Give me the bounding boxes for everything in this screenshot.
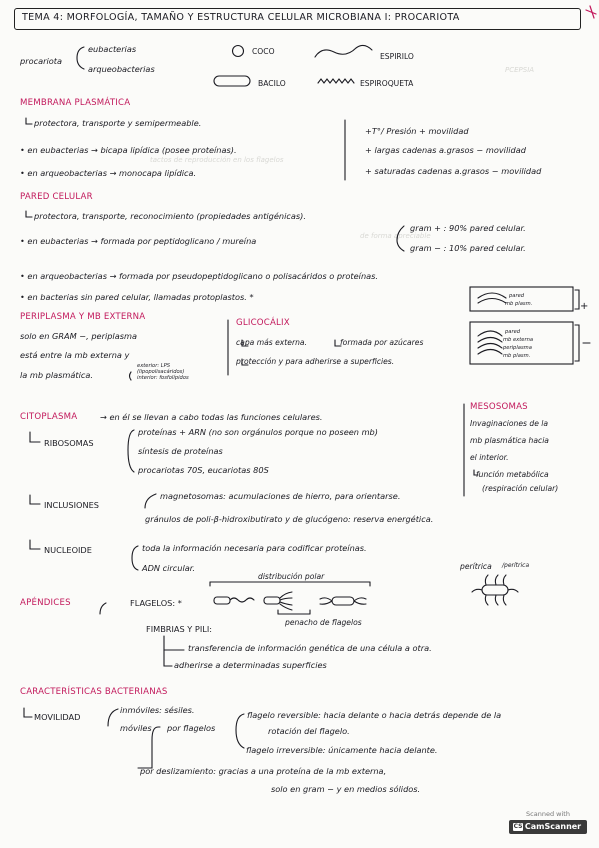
- pared-protoplastos: • en bacterias sin pared celular, llamadas protoplastos. *: [20, 292, 254, 302]
- scanner-line-1: Scanned with: [526, 810, 570, 818]
- inclusiones-line-2: gránulos de poli-β-hidroxibutirato y de glucógeno: reserva energética.: [145, 514, 434, 524]
- inmoviles-line: inmóviles: sésiles.: [120, 705, 195, 715]
- periplasma-note-3: interior: fosfolípidos: [137, 375, 189, 381]
- gram-positive-line: gram + : 90% pared celular.: [410, 223, 526, 233]
- nucleoide-arrow-icon: [30, 540, 40, 549]
- mesosomas-heading: MESOSOMAS: [470, 402, 528, 412]
- flagelo-peritrico-icon: [482, 585, 508, 595]
- bacilo-icon: [214, 76, 250, 86]
- ribosomas-label: RIBOSOMAS: [44, 438, 94, 448]
- nucleoide-line-2: ADN circular.: [142, 563, 195, 573]
- fimbrias-line-1: transferencia de información genética de una célula a otra.: [188, 643, 432, 653]
- espiroqueta-icon: [318, 79, 354, 83]
- bleed-through-text: tactos de reproducción en los flagelos: [150, 156, 284, 164]
- irreversible-line: flagelo irreversible: únicamente hacia delante.: [246, 745, 438, 755]
- inclusiones-line-1: magnetosomas: acumulaciones de hierro, para orientarse.: [160, 491, 401, 501]
- espirilo-icon: [315, 45, 372, 57]
- mesosomas-line-1: Invaginaciones de la: [470, 419, 549, 428]
- membrana-intro: protectora, transporte y semipermeable.: [34, 118, 202, 128]
- penacho-label: penacho de flagelos: [285, 618, 362, 627]
- glicocalix-line-1a: capa más externa.: [236, 338, 307, 347]
- flagelo-anfitrico-icon: [332, 597, 354, 605]
- diagram-plus-sign: +: [580, 301, 589, 312]
- arqueobacterias-label: arqueobacterias: [88, 64, 155, 74]
- eubacterias-label: eubacterias: [88, 44, 137, 54]
- nucleoide-label: NUCLEOIDE: [44, 545, 92, 555]
- fimbrias-line-2: adherirse a determinadas superficies: [174, 660, 327, 670]
- membrana-effect-1: +T°/ Presión + movilidad: [365, 126, 469, 136]
- periplasma-line-2: está entre la mb externa y: [20, 350, 130, 360]
- citoplasma-heading: CITOPLASMA: [20, 412, 78, 422]
- membrana-effect-2: + largas cadenas a.grasos − movilidad: [365, 145, 526, 155]
- membrana-arqueobacterias: • en arqueobacterias → monocapa lipídica.: [20, 168, 197, 178]
- diagram-bottom-label-pared: pared: [505, 329, 521, 335]
- scanner-line-2: CamScanner: [524, 822, 582, 831]
- membrana-arrow-icon: [26, 118, 32, 124]
- movilidad-arrow-icon: [24, 708, 32, 717]
- scanner-logo: [509, 820, 587, 834]
- reversible-line-1: flagelo reversible: hacia delante o hacia detrás depende de la: [247, 710, 502, 720]
- fimbrias-arrow-2: [164, 650, 172, 666]
- diagram-top-label-mb: mb plasm.: [505, 301, 533, 307]
- periplasma-line-1: solo en GRAM −, periplasma: [20, 331, 137, 341]
- camscanner-icon: CS: [513, 823, 523, 830]
- glicocalix-line-1b: formada por azúcares: [340, 338, 424, 347]
- flagelo-brace: [236, 714, 244, 748]
- espiroqueta-label: ESPIROQUETA: [360, 79, 414, 88]
- membrana-effect-3: + saturadas cadenas a.grasos − movilidad: [365, 166, 542, 176]
- ribosomas-line-3: procariotas 70S, eucariotas 80S: [138, 465, 269, 475]
- por-flagelos-label: por flagelos: [167, 723, 216, 733]
- pared-heading: PARED CELULAR: [20, 192, 93, 202]
- ribosomas-line-1: proteínas + ARN (no son orgánulos porque no poseen mb): [138, 427, 378, 437]
- peritrica-alt-label: /perítrica: [502, 562, 530, 569]
- inclusiones-brace: [145, 494, 156, 508]
- ribosomas-line-2: síntesis de proteínas: [138, 446, 223, 456]
- mesosomas-line-2: mb plasmática hacia: [470, 436, 549, 445]
- wall-diagram-top: [470, 287, 573, 311]
- bleed-through-text: PCEPSIA: [505, 66, 535, 74]
- peritrica-label: perítrica: [460, 562, 492, 571]
- caracteristicas-heading: CARACTERÍSTICAS BACTERIANAS: [20, 687, 168, 697]
- gram-negative-line: gram − : 10% pared celular.: [410, 243, 526, 253]
- espirilo-label: ESPIRILO: [380, 52, 414, 61]
- ribosomas-arrow-icon: [30, 432, 40, 442]
- ribosomas-brace: [128, 430, 134, 472]
- bleed-through-text: de forma apreciable: [360, 232, 431, 240]
- periplasma-line-3: la mb plasmática.: [20, 370, 94, 380]
- nucleoide-line-1: toda la información necesaria para codificar proteínas.: [142, 543, 367, 553]
- fimbrias-arrow-1: [164, 636, 184, 650]
- inclusiones-label: INCLUSIONES: [44, 500, 99, 510]
- pared-arqueobacterias: • en arqueobacterias → formada por pseudopeptidoglicano o polisacáridos o proteínas.: [20, 271, 379, 281]
- page-title: TEMA 4: MORFOLOGÍA, TAMAÑO Y ESTRUCTURA CELULAR MICROBIANA I: PROCARIOTA: [22, 12, 460, 23]
- movilidad-brace: [108, 709, 118, 726]
- diagram-bottom-label-periplasma: periplasma: [503, 345, 532, 351]
- glicocalix-heading: GLICOCÁLIX: [236, 318, 290, 328]
- mesosomas-line-5: (respiración celular): [482, 484, 559, 493]
- inclusiones-arrow-icon: [30, 495, 40, 504]
- membrana-heading: MEMBRANA PLASMÁTICA: [20, 98, 131, 108]
- citoplasma-intro: → en él se llevan a cabo todas las funciones celulares.: [100, 412, 323, 422]
- deslizamiento-line-2: solo en gram − y en medios sólidos.: [271, 784, 421, 794]
- scanner-badge: [509, 810, 587, 840]
- nucleoide-brace: [132, 546, 138, 570]
- mesosomas-line-3: el interior.: [470, 453, 509, 462]
- bacilo-label: BACILO: [258, 79, 286, 88]
- deslizamiento-line-1: por deslizamiento: gracias a una proteína de la mb externa,: [140, 766, 387, 776]
- diagram-bottom-label-mbplasm: mb plasm.: [503, 353, 531, 359]
- mesosomas-line-4: función metabólica: [476, 470, 549, 479]
- glicocalix-line-2: protección y para adherirse a superficies.: [236, 357, 395, 366]
- coco-label: COCO: [252, 47, 275, 56]
- diagram-bottom-label-mbext: mb externa: [503, 337, 534, 343]
- procariota-label: procariota: [20, 56, 62, 66]
- pared-arrow-icon: [26, 211, 32, 217]
- coco-icon: [233, 46, 244, 57]
- periplasma-note-2: (lipopolisacáridos): [137, 369, 185, 375]
- flagelo-monotrico-icon: [214, 597, 230, 604]
- periplasma-note-1: exterior: LPS: [137, 363, 171, 369]
- flagelo-lofotrico-icon: [264, 597, 280, 604]
- flagelos-label: FLAGELOS: *: [130, 598, 182, 608]
- distribucion-polar-label: distribución polar: [258, 572, 325, 581]
- reversible-line-2: rotación del flagelo.: [268, 726, 350, 736]
- membrana-eubacterias: • en eubacterias → bicapa lipídica (posee proteínas).: [20, 145, 237, 155]
- fimbrias-label: FIMBRIAS Y PILI:: [146, 624, 212, 634]
- movilidad-label: MOVILIDAD: [34, 712, 81, 722]
- pared-intro: protectora, transporte, reconocimiento (propiedades antigénicas).: [34, 211, 306, 221]
- classification-brace: [77, 47, 84, 69]
- moviles-label: móviles: [120, 723, 152, 733]
- periplasma-heading: PERIPLASMA Y MB EXTERNA: [20, 312, 146, 322]
- apendices-heading: APÉNDICES: [20, 598, 71, 608]
- diagram-top-label-pared: pared: [509, 293, 525, 299]
- pared-eubacterias: • en eubacterias → formada por peptidoglicano / mureína: [20, 236, 257, 246]
